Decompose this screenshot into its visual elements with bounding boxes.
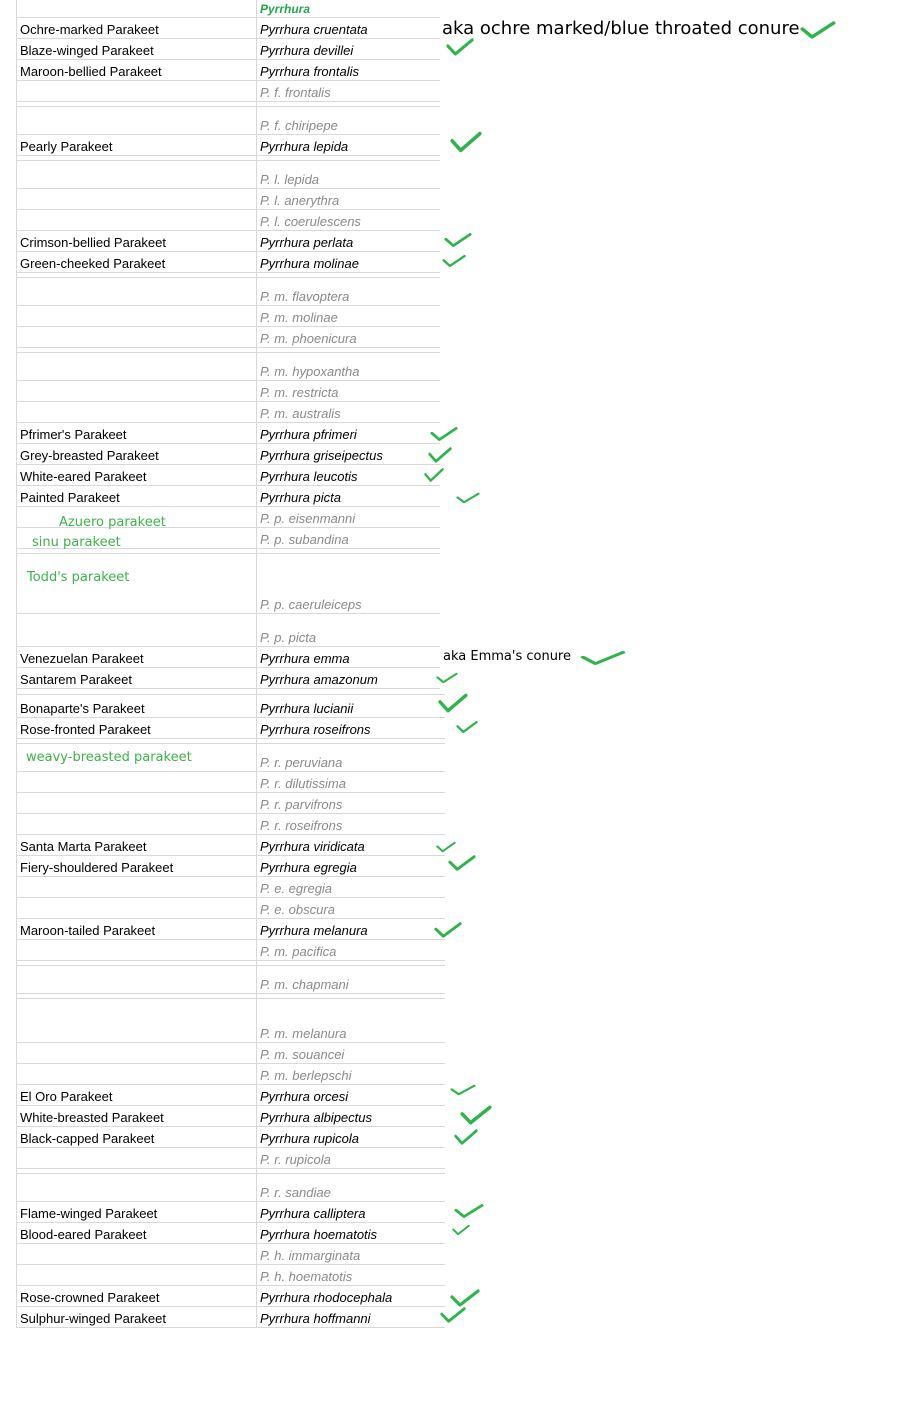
row-gridline [16, 1264, 445, 1265]
species-cell[interactable]: Pyrrhura egregia [260, 860, 357, 875]
species-cell[interactable]: Pyrrhura picta [260, 490, 341, 505]
row-gridline [16, 743, 445, 744]
subspecies-cell[interactable]: P. p. picta [260, 630, 317, 645]
subspecies-cell[interactable]: P. r. peruviana [260, 755, 343, 770]
row-gridline [16, 464, 440, 465]
row-gridline [16, 918, 445, 919]
column-divider-middle [256, 0, 257, 1328]
emma-alias-note: aka Emma's conure [443, 649, 571, 664]
row-gridline [16, 106, 440, 107]
row-gridline [16, 553, 440, 554]
row-gridline [16, 1105, 445, 1106]
species-cell[interactable]: Pyrrhura frontalis [260, 64, 359, 79]
row-gridline [16, 1222, 445, 1223]
subspecies-cell[interactable]: P. e. obscura [260, 902, 335, 917]
subspecies-cell[interactable]: P. p. subandina [260, 532, 349, 547]
row-gridline [16, 667, 440, 668]
checkmark-icon [450, 1288, 480, 1308]
checkmark-icon [452, 1224, 470, 1236]
checkmark-icon [444, 232, 472, 248]
checkmark-icon [454, 1128, 478, 1146]
common-name-cell[interactable]: Ochre-marked Parakeet [20, 22, 159, 37]
row-gridline [16, 717, 445, 718]
checkmark-icon [440, 1306, 466, 1324]
handwritten-todd: Todd's parakeet [27, 570, 130, 585]
row-gridline [16, 688, 440, 689]
row-gridline [16, 352, 440, 353]
species-cell[interactable]: Pyrrhura cruentata [260, 22, 368, 37]
row-gridline [16, 694, 445, 695]
subspecies-cell[interactable]: P. m. hypoxantha [260, 364, 360, 379]
checkmark-icon [450, 130, 482, 154]
row-gridline [16, 1168, 445, 1169]
species-cell[interactable]: Pyrrhura roseifrons [260, 722, 371, 737]
checkmark-icon [438, 692, 468, 714]
subspecies-cell[interactable]: P. r. roseifrons [260, 818, 343, 833]
checkmark-icon [450, 1084, 476, 1096]
common-name-cell[interactable]: Blaze-winged Parakeet [20, 43, 154, 58]
common-name-cell[interactable]: Santa Marta Parakeet [20, 839, 147, 854]
subspecies-cell[interactable]: P. p. eisenmanni [260, 511, 356, 526]
common-name-cell[interactable]: Painted Parakeet [20, 490, 120, 505]
row-gridline [16, 38, 440, 39]
common-name-cell[interactable]: Blood-eared Parakeet [20, 1227, 147, 1242]
handwritten-sinu: sinu parakeet [32, 535, 121, 550]
subspecies-cell[interactable]: P. h. immarginata [260, 1248, 361, 1263]
subspecies-cell[interactable]: P. f. chiripepe [260, 118, 338, 133]
subspecies-cell[interactable]: P. r. sandiae [260, 1185, 331, 1200]
checkmark-icon [436, 841, 456, 853]
subspecies-cell[interactable]: P. m. australis [260, 406, 341, 421]
common-name-cell[interactable]: White-eared Parakeet [20, 469, 147, 484]
subspecies-cell[interactable]: P. m. restricta [260, 385, 339, 400]
common-name-cell[interactable]: Flame-winged Parakeet [20, 1206, 158, 1221]
row-gridline [16, 1285, 445, 1286]
row-gridline [16, 613, 440, 614]
subspecies-cell[interactable]: P. l. anerythra [260, 193, 340, 208]
checkmark-icon [424, 467, 444, 483]
row-gridline [16, 1173, 445, 1174]
row-gridline [16, 401, 440, 402]
common-name-cell[interactable]: Fiery-shouldered Parakeet [20, 860, 174, 875]
row-gridline [16, 813, 445, 814]
common-name-cell[interactable]: Rose-fronted Parakeet [20, 722, 151, 737]
row-gridline [16, 1201, 445, 1202]
row-gridline [16, 347, 440, 348]
checkmark-icon [442, 254, 466, 268]
subspecies-cell[interactable]: P. m. berlepschi [260, 1068, 352, 1083]
row-gridline [16, 998, 445, 999]
common-name-cell[interactable]: Pearly Parakeet [20, 139, 113, 154]
row-gridline [16, 1084, 445, 1085]
row-gridline [16, 738, 445, 739]
row-gridline [16, 993, 445, 994]
subspecies-cell[interactable]: P. r. dilutissima [260, 776, 346, 791]
row-gridline [16, 101, 440, 102]
species-cell[interactable]: Pyrrhura lepida [260, 139, 349, 154]
row-gridline [16, 422, 440, 423]
species-cell[interactable]: Pyrrhura hoematotis [260, 1227, 378, 1242]
row-gridline [16, 1327, 445, 1328]
handwritten-azuero: Azuero parakeet [59, 515, 166, 530]
species-cell[interactable]: Pyrrhura perlata [260, 235, 354, 250]
common-name-cell[interactable]: White-breasted Parakeet [20, 1110, 164, 1125]
species-cell[interactable]: Pyrrhura albipectus [260, 1110, 372, 1125]
common-name-cell[interactable]: Sulphur-winged Parakeet [20, 1311, 166, 1326]
common-name-cell[interactable]: Rose-crowned Parakeet [20, 1290, 160, 1305]
row-gridline [16, 1306, 445, 1307]
row-gridline [16, 1063, 445, 1064]
common-name-cell[interactable]: Green-cheeked Parakeet [20, 256, 166, 271]
row-gridline [16, 251, 440, 252]
row-gridline [16, 230, 440, 231]
species-cell[interactable]: Pyrrhura calliptera [260, 1206, 366, 1221]
checkmark-icon [448, 854, 476, 872]
checkmark-icon [800, 20, 836, 40]
common-name-cell[interactable]: Crimson-bellied Parakeet [20, 235, 166, 250]
species-cell[interactable]: Pyrrhura leucotis [260, 469, 358, 484]
row-gridline [16, 443, 440, 444]
species-cell[interactable]: Pyrrhura rupicola [260, 1131, 359, 1146]
species-cell[interactable]: Pyrrhura amazonum [260, 672, 378, 687]
row-gridline [16, 188, 440, 189]
common-name-cell[interactable]: Maroon-bellied Parakeet [20, 64, 162, 79]
row-gridline [16, 939, 445, 940]
subspecies-cell[interactable]: P. f. frontalis [260, 85, 331, 100]
genus-header: Pyrrhura [260, 2, 311, 16]
species-cell[interactable]: Pyrrhura melanura [260, 923, 368, 938]
checkmark-icon [430, 426, 458, 442]
column-divider-left [16, 0, 17, 1328]
species-cell[interactable]: Pyrrhura orcesi [260, 1089, 349, 1104]
checkmark-icon [456, 720, 478, 734]
species-cell[interactable]: Pyrrhura hoffmanni [260, 1311, 371, 1326]
species-cell[interactable]: Pyrrhura emma [260, 651, 350, 666]
row-gridline [16, 897, 445, 898]
checkmark-icon [434, 921, 462, 939]
subspecies-cell[interactable]: P. e. egregia [260, 881, 333, 896]
row-gridline [16, 160, 440, 161]
subspecies-cell[interactable]: P. m. souancei [260, 1047, 345, 1062]
subspecies-cell[interactable]: P. r. parvifrons [260, 797, 343, 812]
subspecies-cell[interactable]: P. l. coerulescens [260, 214, 361, 229]
subspecies-cell[interactable]: P. m. molinae [260, 310, 338, 325]
subspecies-cell[interactable]: P. l. lepida [260, 172, 320, 187]
subspecies-cell[interactable]: P. p. caeruleiceps [260, 597, 362, 612]
row-gridline [16, 209, 440, 210]
checkmark-icon [446, 37, 474, 57]
row-gridline [16, 1243, 445, 1244]
row-gridline [16, 17, 440, 18]
row-gridline [16, 506, 440, 507]
row-gridline [16, 305, 440, 306]
row-gridline [16, 1147, 445, 1148]
subspecies-cell[interactable]: P. m. flavoptera [260, 289, 350, 304]
ochre-alias-note: aka ochre marked/blue throated conure [442, 18, 800, 39]
common-name-cell[interactable]: Bonaparte's Parakeet [20, 701, 145, 716]
handwritten-weavy: weavy-breasted parakeet [26, 750, 192, 765]
row-gridline [16, 155, 440, 156]
subspecies-cell[interactable]: P. h. hoematotis [260, 1269, 353, 1284]
row-gridline [16, 771, 445, 772]
common-name-cell[interactable]: Maroon-tailed Parakeet [20, 923, 156, 938]
row-gridline [16, 272, 440, 273]
checkmark-icon [456, 492, 480, 504]
row-gridline [16, 380, 440, 381]
checkmark-icon [460, 1104, 492, 1126]
row-gridline [16, 1126, 445, 1127]
row-gridline [16, 960, 445, 961]
subspecies-cell[interactable]: P. m. chapmani [260, 977, 349, 992]
common-name-cell[interactable]: Santarem Parakeet [20, 672, 133, 687]
row-gridline [16, 876, 445, 877]
species-cell[interactable]: Pyrrhura devillei [260, 43, 354, 58]
common-name-cell[interactable]: Grey-breasted Parakeet [20, 448, 159, 463]
checkmark-icon [454, 1203, 484, 1219]
row-gridline [16, 485, 440, 486]
species-cell[interactable]: Pyrrhura rhodocephala [260, 1290, 393, 1305]
species-cell[interactable]: Pyrrhura pfrimeri [260, 427, 357, 442]
row-gridline [16, 965, 445, 966]
species-cell[interactable]: Pyrrhura viridicata [260, 839, 365, 854]
species-cell[interactable]: Pyrrhura griseipectus [260, 448, 383, 463]
species-cell[interactable]: Pyrrhura lucianii [260, 701, 354, 716]
subspecies-cell[interactable]: P. m. melanura [260, 1026, 347, 1041]
row-gridline [16, 59, 440, 60]
subspecies-cell[interactable]: P. m. phoenicura [260, 331, 357, 346]
row-gridline [16, 646, 440, 647]
row-gridline [16, 855, 445, 856]
subspecies-cell[interactable]: P. r. rupicola [260, 1152, 331, 1167]
row-gridline [16, 134, 440, 135]
checkmark-icon [436, 672, 458, 684]
row-gridline [16, 277, 440, 278]
row-gridline [16, 1042, 445, 1043]
row-gridline [16, 792, 445, 793]
species-cell[interactable]: Pyrrhura molinae [260, 256, 359, 271]
checkmark-icon [428, 446, 452, 464]
common-name-cell[interactable]: Pfrimer's Parakeet [20, 427, 127, 442]
checkmark-icon [580, 650, 626, 666]
common-name-cell[interactable]: Black-capped Parakeet [20, 1131, 155, 1146]
common-name-cell[interactable]: El Oro Parakeet [20, 1089, 113, 1104]
row-gridline [16, 326, 440, 327]
row-gridline [16, 834, 445, 835]
subspecies-cell[interactable]: P. m. pacifica [260, 944, 337, 959]
common-name-cell[interactable]: Venezuelan Parakeet [20, 651, 144, 666]
row-gridline [16, 80, 440, 81]
